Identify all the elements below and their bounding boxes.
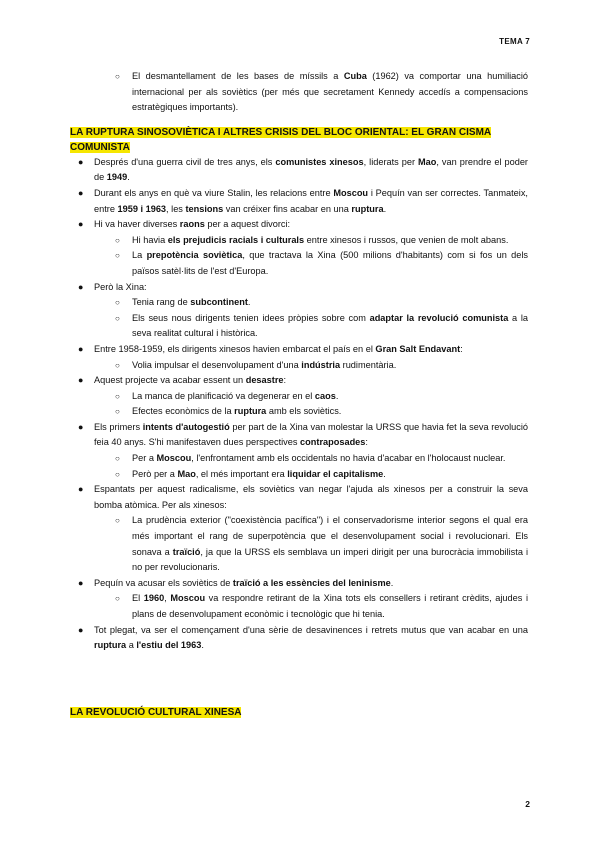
sub-bullet-marker: ○ bbox=[115, 360, 120, 370]
bullet-text: Per a Moscou, l'enfrontament amb els occidentals no havia d'acabar en l'holocaust nuclear. bbox=[132, 453, 506, 464]
bullet-text: Però per a Mao, el més important era liquidar el capitalisme. bbox=[132, 468, 386, 479]
sub-bullet-item bbox=[70, 233, 528, 249]
sub-bullet-marker: ○ bbox=[115, 391, 120, 401]
bullet-text: La manca de planificació va degenerar en el caos. bbox=[132, 390, 339, 401]
sub-bullet-item bbox=[70, 311, 528, 342]
bullet-text: La prepotència soviètica, que tractava la Xina (500 milions d'habitants) com si fos un dels països satèl·lits de l'est d'Europa. bbox=[132, 250, 528, 276]
bullet-text: Volia impulsar el desenvolupament d'una indústria rudimentària. bbox=[132, 359, 397, 370]
bullet-marker: ● bbox=[78, 219, 84, 230]
bullet-item bbox=[70, 623, 528, 654]
bullet-marker: ● bbox=[78, 281, 84, 292]
bullet-marker: ● bbox=[78, 187, 84, 198]
bullet-item bbox=[70, 155, 528, 186]
bullet-text: La prudència exterior ("coexistència pacífica") i el conservadorisme interior segons el qual era més important el rang de superpotència que el desenvolupament social i revolucionari. Els sonava a traïció, ja que la URSS els semblava un imperi dirigit per una burocràcia immobilista i no per revolucionaris. bbox=[132, 515, 528, 573]
bullet-text: Els primers intents d'autogestió per part de la Xina van molestar la URSS que havia fet la seva revolució feia 40 anys. S'hi manifestaven dues perspectives contraposades: bbox=[94, 421, 528, 448]
sub-bullet-marker: ○ bbox=[115, 235, 120, 245]
section-heading-text: LA RUPTURA SINOSOVIÈTICA I ALTRES CRISIS DEL BLOC ORIENTAL: EL GRAN CISMA COMUNISTA bbox=[70, 126, 492, 153]
sub-bullet-item bbox=[70, 248, 528, 279]
bullet-item bbox=[70, 342, 528, 358]
bullet-text: El desmantellament de les bases de míssils a Cuba (1962) va comportar una humiliació internacional per als soviètics (per més que secretament Kennedy accedís a compensacions estratègiques importants). bbox=[132, 71, 529, 113]
sub-bullet-item bbox=[70, 451, 528, 467]
sub-bullet-marker: ○ bbox=[115, 251, 120, 261]
bullet-item bbox=[70, 186, 528, 217]
page-content bbox=[70, 69, 528, 720]
intro-list bbox=[70, 69, 528, 116]
sub-bullet-item bbox=[70, 389, 528, 405]
bullet-text: Espantats per aquest radicalisme, els soviètics van negar l'ajuda als xinesos per a construir la seva bomba atòmica. Per als xinesos: bbox=[94, 484, 528, 510]
sub-bullet-item bbox=[70, 295, 528, 311]
section-heading-revolucio bbox=[70, 705, 528, 720]
sub-bullet-item bbox=[70, 591, 528, 622]
section-heading-ruptura bbox=[70, 125, 528, 155]
section-heading-text: LA REVOLUCIÓ CULTURAL XINESA bbox=[70, 706, 242, 718]
bullet-marker: ● bbox=[78, 577, 84, 588]
bullet-item bbox=[70, 217, 528, 233]
bullet-text: Entre 1958-1959, els dirigents xinesos havien embarcat el país en el Gran Salt Endavant: bbox=[94, 343, 463, 354]
bullet-marker: ● bbox=[78, 624, 84, 635]
bullet-text: Aquest projecte va acabar essent un desastre: bbox=[94, 375, 287, 386]
sub-bullet-marker: ○ bbox=[115, 594, 120, 604]
bullet-text: Durant els anys en què va viure Stalin, les relacions entre Moscou i Pequín van ser correctes. Tanmateix, entre 1959 i 1963, les tensions van créixer fins acabar en una ruptura. bbox=[94, 187, 528, 214]
bullet-text: Després d'una guerra civil de tres anys, els comunistes xinesos, liderats per Mao, van prendre el poder de 1949. bbox=[94, 156, 528, 183]
bullet-item bbox=[70, 576, 528, 592]
bullet-item bbox=[70, 280, 528, 296]
bullet-marker: ● bbox=[78, 421, 84, 432]
bullet-marker: ● bbox=[78, 343, 84, 354]
sub-bullet-marker: ○ bbox=[115, 313, 120, 323]
bullet-item bbox=[70, 420, 528, 451]
bullet-text: Hi havia els prejudicis racials i culturals entre xinesos i russos, que venien de molt abans. bbox=[132, 234, 509, 245]
bullet-text: Els seus nous dirigents tenien idees pròpies sobre com adaptar la revolució comunista a la seva realitat cultural i històrica. bbox=[132, 312, 528, 339]
sub-bullet-marker: ○ bbox=[115, 298, 120, 308]
sub-bullet-item bbox=[70, 513, 528, 575]
bullet-text: El 1960, Moscou va respondre retirant de la Xina tots els consellers i retirant crèdits, ajudes i plans de desenvolupament econòmic i tecnològic que hi tenia. bbox=[132, 593, 528, 619]
bullet-item bbox=[70, 482, 528, 513]
sub-bullet-marker: ○ bbox=[115, 469, 120, 479]
bullet-list-ruptura bbox=[70, 155, 528, 654]
bullet-text: Efectes econòmics de la ruptura amb els soviètics. bbox=[132, 406, 342, 417]
bullet-marker: ● bbox=[78, 484, 84, 495]
bullet-marker: ● bbox=[78, 156, 84, 167]
bullet-item bbox=[70, 373, 528, 389]
sub-bullet-item bbox=[70, 358, 528, 374]
sub-bullet-marker: ○ bbox=[115, 72, 120, 81]
sub-bullet-marker: ○ bbox=[115, 516, 120, 526]
page-number: 2 bbox=[525, 799, 530, 809]
bullet-text: Hi va haver diverses raons per a aquest divorci: bbox=[94, 219, 291, 230]
bullet-text: Tenia rang de subcontinent. bbox=[132, 297, 251, 308]
sub-bullet-item bbox=[70, 467, 528, 483]
bullet-text: Però la Xina: bbox=[94, 281, 147, 292]
page-header: TEMA 7 bbox=[499, 37, 530, 46]
bullet-text: Tot plegat, va ser el començament d'una sèrie de desavinences i retrets mutus que van acabar en una ruptura a l'estiu del 1963. bbox=[94, 624, 528, 651]
sub-bullet-marker: ○ bbox=[115, 454, 120, 464]
sub-bullet-marker: ○ bbox=[115, 407, 120, 417]
sub-bullet-item bbox=[70, 69, 528, 116]
bullet-text: Pequín va acusar els soviètics de traïció a les essències del leninisme. bbox=[94, 577, 394, 588]
bullet-marker: ● bbox=[78, 375, 84, 386]
sub-bullet-item bbox=[70, 404, 528, 420]
